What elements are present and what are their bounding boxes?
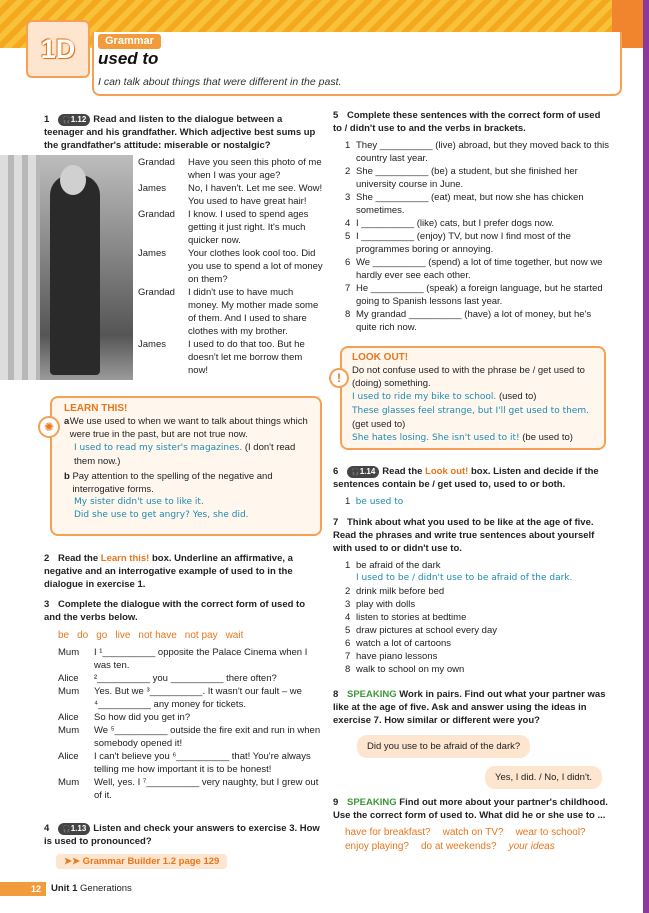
sentence-text: She __________ (be) a student, but she finished her university course in June. bbox=[356, 166, 578, 190]
item-number: 2 bbox=[345, 166, 351, 177]
double-arrow-icon: ➤➤ bbox=[64, 856, 83, 867]
exercise-number: 2 bbox=[44, 553, 50, 564]
word-bank-item: live bbox=[115, 630, 131, 641]
sentence-text: They __________ (live) abroad, but they moved back to this country last year. bbox=[356, 140, 609, 164]
look-out-title: LOOK OUT! bbox=[352, 352, 409, 363]
exercise-instruction: Listen and check your answers to exercise 3. How is used to pronounced? bbox=[44, 823, 320, 847]
exercise-instruction: Find out more about your partner's childhood. Use the correct form of used to. What did he or she use to ... bbox=[333, 797, 608, 821]
dialogue-text: ²__________ you __________ there often? bbox=[94, 673, 277, 684]
speaking-tag: SPEAKING bbox=[347, 797, 397, 808]
exercise-9 bbox=[333, 796, 611, 854]
exercise-instruction: Work in pairs. Find out what your partner was like at the age of five. Ask and answer using the ideas in exercise 7. How similar or different were you? bbox=[333, 689, 606, 726]
exercise-number: 5 bbox=[333, 110, 339, 121]
sentence-text: He __________ (speak) a foreign language, but he started going to Spanish lessons last year. bbox=[356, 283, 603, 307]
dialogue-line bbox=[58, 672, 324, 685]
word-bank bbox=[58, 629, 324, 642]
dialogue-line bbox=[138, 208, 323, 247]
speech-bubble-question: Did you use to be afraid of the dark? bbox=[357, 735, 530, 758]
sentence-item bbox=[333, 139, 611, 165]
word-bank-item: be bbox=[58, 630, 70, 641]
prompt-item: wear to school? bbox=[515, 827, 586, 838]
exercise-8 bbox=[333, 688, 611, 727]
dialogue-line bbox=[58, 646, 324, 672]
dialogue-line bbox=[58, 776, 324, 802]
speech-bubble-answer: Yes, I did. / No, I didn't. bbox=[485, 766, 602, 789]
unit-number: Unit 1 bbox=[51, 883, 78, 894]
item-number: 1 bbox=[345, 140, 351, 151]
prompt-item: your ideas bbox=[508, 841, 555, 852]
exercise-number: 8 bbox=[333, 689, 339, 700]
example-answer: I used to be / didn't use to be afraid of the dark. bbox=[356, 573, 573, 583]
page-subtitle: I can talk about things that were different in the past. bbox=[98, 76, 342, 88]
sentence-item bbox=[333, 165, 611, 191]
dialogue-line bbox=[58, 711, 324, 724]
dialogue-line bbox=[138, 182, 323, 208]
look-out-box bbox=[337, 346, 606, 450]
look-out-note: (used to) bbox=[498, 391, 537, 402]
learn-b-text: Pay attention to the spelling of the negative and interrogative forms. bbox=[72, 471, 273, 495]
lightbulb-icon: ✺ bbox=[38, 416, 60, 438]
exercise-number: 4 bbox=[44, 823, 50, 834]
item-number: 3 bbox=[345, 599, 351, 610]
unit-label bbox=[51, 882, 132, 896]
speaker-name: Mum bbox=[58, 686, 80, 697]
learn-this-title: LEARN THIS! bbox=[64, 403, 128, 414]
exercise-instruction: Think about what you used to be like at the age of five. Read the phrases and write true sentences about yourself with used to or didn't use to. bbox=[333, 517, 595, 554]
exercise-5 bbox=[333, 109, 611, 334]
item-number: 6 bbox=[345, 257, 351, 268]
learn-a-note: (I don't read them now.) bbox=[74, 442, 296, 467]
look-out-ref: Look out! bbox=[425, 466, 469, 477]
speaker-name: Mum bbox=[58, 647, 80, 658]
speaker-name: James bbox=[138, 248, 166, 259]
item-number: 8 bbox=[345, 309, 351, 320]
dialogue-line bbox=[138, 286, 323, 338]
exclamation-icon: ! bbox=[329, 368, 349, 388]
page-number: 12 bbox=[0, 882, 46, 896]
item-number: 7 bbox=[345, 283, 351, 294]
sentence-item bbox=[333, 217, 611, 230]
exercise-number: 7 bbox=[333, 517, 339, 528]
item-number: 5 bbox=[345, 625, 351, 636]
sentence-item bbox=[333, 256, 611, 282]
item-number: 3 bbox=[345, 192, 351, 203]
phrase-text: draw pictures at school every day bbox=[356, 625, 497, 636]
speaker-name: Grandad bbox=[138, 157, 175, 168]
lesson-code: 1D bbox=[26, 20, 90, 78]
item-number: 7 bbox=[345, 651, 351, 662]
word-bank-item: wait bbox=[225, 630, 244, 641]
item-number: 6 bbox=[345, 638, 351, 649]
learn-a-text: We use used to when we want to talk about things which were true in the past, but are not true now. bbox=[69, 416, 308, 440]
dialogue-text: Yes. But we ³__________. It wasn't our fault – we ⁴__________ any money for tickets. bbox=[94, 686, 302, 710]
speaker-name: Alice bbox=[58, 751, 79, 762]
dialogue-text: Your clothes look cool too. Did you use to spend a lot of money on them? bbox=[188, 248, 323, 285]
sentence-text: We __________ (spend) a lot of time together, but now we hardly ever see each other. bbox=[356, 257, 603, 281]
speaker-name: Grandad bbox=[138, 287, 175, 298]
dialogue-1 bbox=[138, 156, 323, 377]
learn-b-example-1: My sister didn't use to like it. bbox=[74, 497, 204, 507]
speaker-name: James bbox=[138, 183, 166, 194]
phrase-text: play with dolls bbox=[356, 599, 416, 610]
dialogue-text: I ¹__________ opposite the Palace Cinema when I was ten. bbox=[94, 647, 308, 671]
sentence-item bbox=[333, 230, 611, 256]
dialogue-text: So how did you get in? bbox=[94, 712, 191, 723]
speaker-name: Mum bbox=[58, 777, 80, 788]
phrase-text: have piano lessons bbox=[356, 651, 438, 662]
sentence-item bbox=[333, 308, 611, 334]
exercise-number: 9 bbox=[333, 797, 339, 808]
dialogue-text: I know. I used to spend ages getting it just right. It's much quicker now. bbox=[188, 209, 309, 246]
sentence-text: I __________ (enjoy) TV, but now I find most of the programmes boring or annoying. bbox=[356, 231, 571, 255]
phrase-item bbox=[333, 637, 611, 650]
dialogue-line bbox=[58, 685, 324, 711]
item-number: 2 bbox=[345, 586, 351, 597]
prompt-item: do at weekends? bbox=[420, 841, 497, 852]
audio-track-badge[interactable]: 🎧 1.14 bbox=[347, 466, 379, 478]
learn-this-ref: Learn this! bbox=[100, 553, 150, 564]
audio-track-badge[interactable]: 🎧 1.12 bbox=[58, 114, 90, 126]
prompt-list bbox=[333, 826, 611, 854]
exercise-number: 1 bbox=[44, 114, 50, 125]
audio-track-badge[interactable]: 🎧 1.13 bbox=[58, 823, 90, 835]
grandad-photo bbox=[0, 155, 133, 380]
example-answer: be used to bbox=[355, 497, 404, 507]
sentence-list bbox=[333, 139, 611, 334]
instruction-part: Read the bbox=[382, 466, 426, 477]
grammar-builder-link[interactable] bbox=[56, 854, 227, 869]
dialogue-line bbox=[138, 247, 323, 286]
item-number: 4 bbox=[345, 218, 351, 229]
exercise-3 bbox=[44, 598, 324, 802]
exercise-4 bbox=[44, 822, 324, 848]
exercise-instruction: Complete the dialogue with the correct form of used to and the verbs below. bbox=[44, 599, 306, 623]
phrase-item bbox=[333, 585, 611, 598]
sentence-text: She __________ (eat) meat, but now she has chicken sometimes. bbox=[356, 192, 584, 216]
dialogue-line bbox=[138, 156, 323, 182]
phrase-item bbox=[333, 663, 611, 676]
page-title: used to bbox=[98, 49, 159, 68]
item-number: 5 bbox=[345, 231, 351, 242]
look-out-text: Do not confuse used to with the phrase be / get used to (doing) something. bbox=[352, 365, 585, 389]
prompt-item: enjoy playing? bbox=[345, 841, 409, 852]
exercise-number: 6 bbox=[333, 466, 339, 477]
exercise-7 bbox=[333, 516, 611, 676]
phrase-item bbox=[333, 650, 611, 663]
learn-this-box bbox=[43, 396, 322, 536]
word-bank-item: not pay bbox=[184, 630, 218, 641]
speaker-name: Alice bbox=[58, 712, 79, 723]
photo-pillar bbox=[0, 155, 40, 380]
exercise-instruction: Complete these sentences with the correct form of used to / didn't use to and the verbs in brackets. bbox=[333, 110, 601, 134]
phrase-text: walk to school on my own bbox=[356, 664, 465, 675]
phrase-item bbox=[333, 624, 611, 637]
exercise-1 bbox=[44, 113, 324, 152]
speaker-name: James bbox=[138, 339, 166, 350]
look-out-note: (get used to) bbox=[352, 419, 406, 430]
learn-b-example-2: Did she use to get angry? Yes, she did. bbox=[74, 510, 249, 520]
dialogue-line bbox=[58, 750, 324, 776]
dialogue-line bbox=[138, 338, 323, 377]
phrase-text: listen to stories at bedtime bbox=[356, 612, 467, 623]
page-edge-bar bbox=[643, 0, 649, 913]
word-bank-item: do bbox=[77, 630, 89, 641]
phrase-text: drink milk before bed bbox=[356, 586, 445, 597]
item-number: 1 bbox=[345, 496, 351, 507]
look-out-example: She hates losing. She isn't used to it! bbox=[352, 433, 520, 443]
exercise-6 bbox=[333, 465, 611, 509]
instruction-part: box. Listen and decide if the sentences contain be / get used to, used to or both. bbox=[333, 466, 599, 490]
dialogue-text: I didn't use to have much money. My mother made some of them. And I used to share clothes with my brother. bbox=[188, 287, 319, 337]
look-out-example: I used to ride my bike to school. bbox=[352, 392, 497, 402]
dialogue-3 bbox=[44, 646, 324, 802]
exercise-2 bbox=[44, 552, 324, 591]
section-tab: Grammar bbox=[98, 34, 161, 49]
prompt-item: have for breakfast? bbox=[345, 827, 431, 838]
item-number: 8 bbox=[345, 664, 351, 675]
word-bank-item: not have bbox=[138, 630, 177, 641]
exercise-number: 3 bbox=[44, 599, 50, 610]
dialogue-line bbox=[58, 724, 324, 750]
dialogue-text: I used to do that too. But he doesn't let me borrow them now! bbox=[188, 339, 305, 376]
item-label: b bbox=[64, 471, 70, 482]
phrase-item bbox=[333, 559, 611, 572]
dialogue-text: We ⁵__________ outside the fire exit and run in when somebody opened it! bbox=[94, 725, 321, 749]
look-out-example: These glasses feel strange, but I'll get used to them. bbox=[352, 406, 589, 416]
dialogue-text: Well, yes. I ⁷__________ very naughty, but I grew out of it. bbox=[94, 777, 319, 801]
grammar-builder-label: Grammar Builder 1.2 bbox=[82, 856, 177, 867]
item-number: 4 bbox=[345, 612, 351, 623]
speaking-tag: SPEAKING bbox=[347, 689, 397, 700]
exercise-instruction: Read and listen to the dialogue between a teenager and his grandfather. Which adjective best sums up the grandfather's attitude: miserable or nostalgic? bbox=[44, 114, 316, 151]
word-bank-item: go bbox=[96, 630, 108, 641]
dialogue-text: I can't believe you ⁶__________ that! You're always telling me how important it is to be honest! bbox=[94, 751, 311, 775]
item-number: 1 bbox=[345, 560, 351, 571]
speaker-name: Mum bbox=[58, 725, 80, 736]
sentence-item bbox=[333, 282, 611, 308]
grammar-builder-page: page 129 bbox=[178, 856, 220, 867]
unit-name: Generations bbox=[80, 883, 132, 894]
phrase-item bbox=[333, 611, 611, 624]
prompt-item: watch on TV? bbox=[442, 827, 504, 838]
learn-a-example: I used to read my sister's magazines. bbox=[74, 443, 243, 453]
look-out-note: (be used to) bbox=[522, 432, 573, 443]
photo-face bbox=[60, 165, 86, 195]
photo-figure bbox=[50, 175, 100, 375]
dialogue-text: Have you seen this photo of me when I was your age? bbox=[188, 157, 322, 181]
instruction-part: box. Underline an affirmative, a negative and an interrogative example of used to in the dialogue in exercise 1. bbox=[44, 553, 293, 590]
speaker-name: Alice bbox=[58, 673, 79, 684]
dialogue-text: No, I haven't. Let me see. Wow! You used to have great hair! bbox=[188, 183, 323, 207]
phrase-item bbox=[333, 598, 611, 611]
speaker-name: Grandad bbox=[138, 209, 175, 220]
sentence-item bbox=[333, 191, 611, 217]
sentence-text: I __________ (like) cats, but I prefer dogs now. bbox=[356, 218, 555, 229]
phrase-text: watch a lot of cartoons bbox=[356, 638, 452, 649]
phrase-text: be afraid of the dark bbox=[356, 560, 441, 571]
item-label: a bbox=[64, 416, 70, 427]
instruction-part: Read the bbox=[58, 553, 101, 564]
phrase-list bbox=[333, 559, 611, 676]
sentence-text: My grandad __________ (have) a lot of money, but he's quite rich now. bbox=[356, 309, 592, 333]
